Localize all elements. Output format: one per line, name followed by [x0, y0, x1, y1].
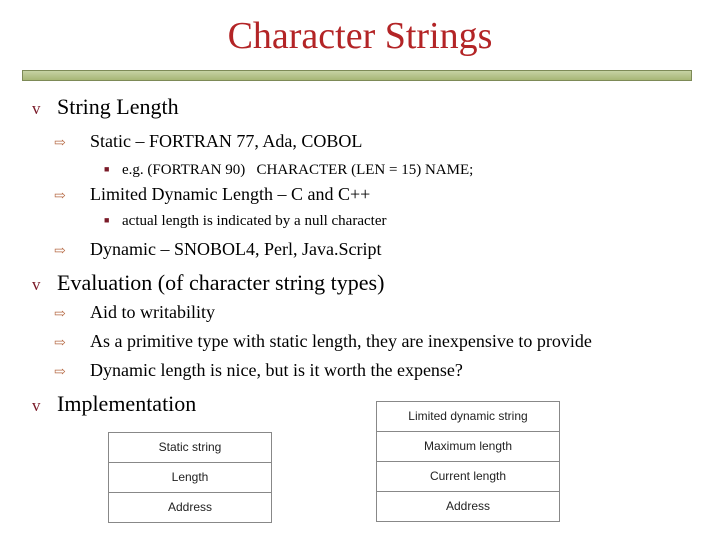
list-item: [54, 239, 381, 260]
item-text: Dynamic – SNOBOL4, Perl, Java.Script: [90, 239, 382, 259]
descriptor-cell: Address: [167, 500, 213, 514]
descriptor-cell: Static string: [109, 433, 271, 463]
item-text: Static – FORTRAN 77, Ada, COBOL: [90, 131, 363, 151]
arrow-bullet-icon: ⇨: [54, 336, 66, 351]
sub-item-text: actual length is indicated by a null character: [122, 213, 387, 229]
descriptor-cell: Maximum length: [377, 432, 559, 462]
arrow-bullet-icon: ⇨: [54, 307, 66, 322]
limited-dynamic-string-descriptor: [376, 401, 560, 522]
item-text: Limited Dynamic Length – C and C++: [90, 184, 371, 204]
section-heading-implementation: [32, 391, 196, 417]
sub-item-text: e.g. (FORTRAN 90) CHARACTER (LEN = 15) NAME;: [122, 162, 474, 178]
heading-text: Implementation: [57, 391, 197, 416]
diamond-bullet-icon: v: [32, 275, 41, 294]
item-text: Dynamic length is nice, but is it worth the expense?: [90, 360, 463, 380]
sub-list-item: [104, 213, 386, 230]
diamond-bullet-icon: v: [32, 396, 41, 415]
item-text: As a primitive type with static length, they are inexpensive to provide: [90, 331, 592, 351]
square-bullet-icon: ■: [104, 215, 110, 225]
descriptor-cell: Length: [109, 463, 271, 493]
heading-text: Evaluation (of character string types): [57, 270, 385, 295]
heading-text: String Length: [57, 94, 179, 119]
static-string-descriptor: [108, 432, 272, 523]
list-item: [54, 360, 463, 381]
section-heading-evaluation: [32, 270, 384, 296]
arrow-bullet-icon: ⇨: [54, 244, 66, 259]
descriptor-cell: Current length: [377, 462, 559, 492]
list-item: [54, 184, 370, 205]
list-item: [54, 131, 362, 152]
slide-title: Character Strings: [227, 15, 493, 57]
section-heading-string-length: [32, 94, 179, 120]
title-underline-bar: [22, 70, 692, 81]
square-bullet-icon: ■: [104, 164, 110, 174]
sub-list-item: [104, 162, 473, 179]
diamond-bullet-icon: v: [32, 99, 41, 118]
list-item: [54, 331, 592, 352]
arrow-bullet-icon: ⇨: [54, 189, 66, 204]
arrow-bullet-icon: ⇨: [54, 136, 66, 151]
list-item: [54, 302, 215, 323]
descriptor-cell: Limited dynamic string: [377, 402, 559, 432]
arrow-bullet-icon: ⇨: [54, 365, 66, 380]
item-text: Aid to writability: [90, 302, 215, 322]
descriptor-cell: Address: [445, 499, 491, 513]
